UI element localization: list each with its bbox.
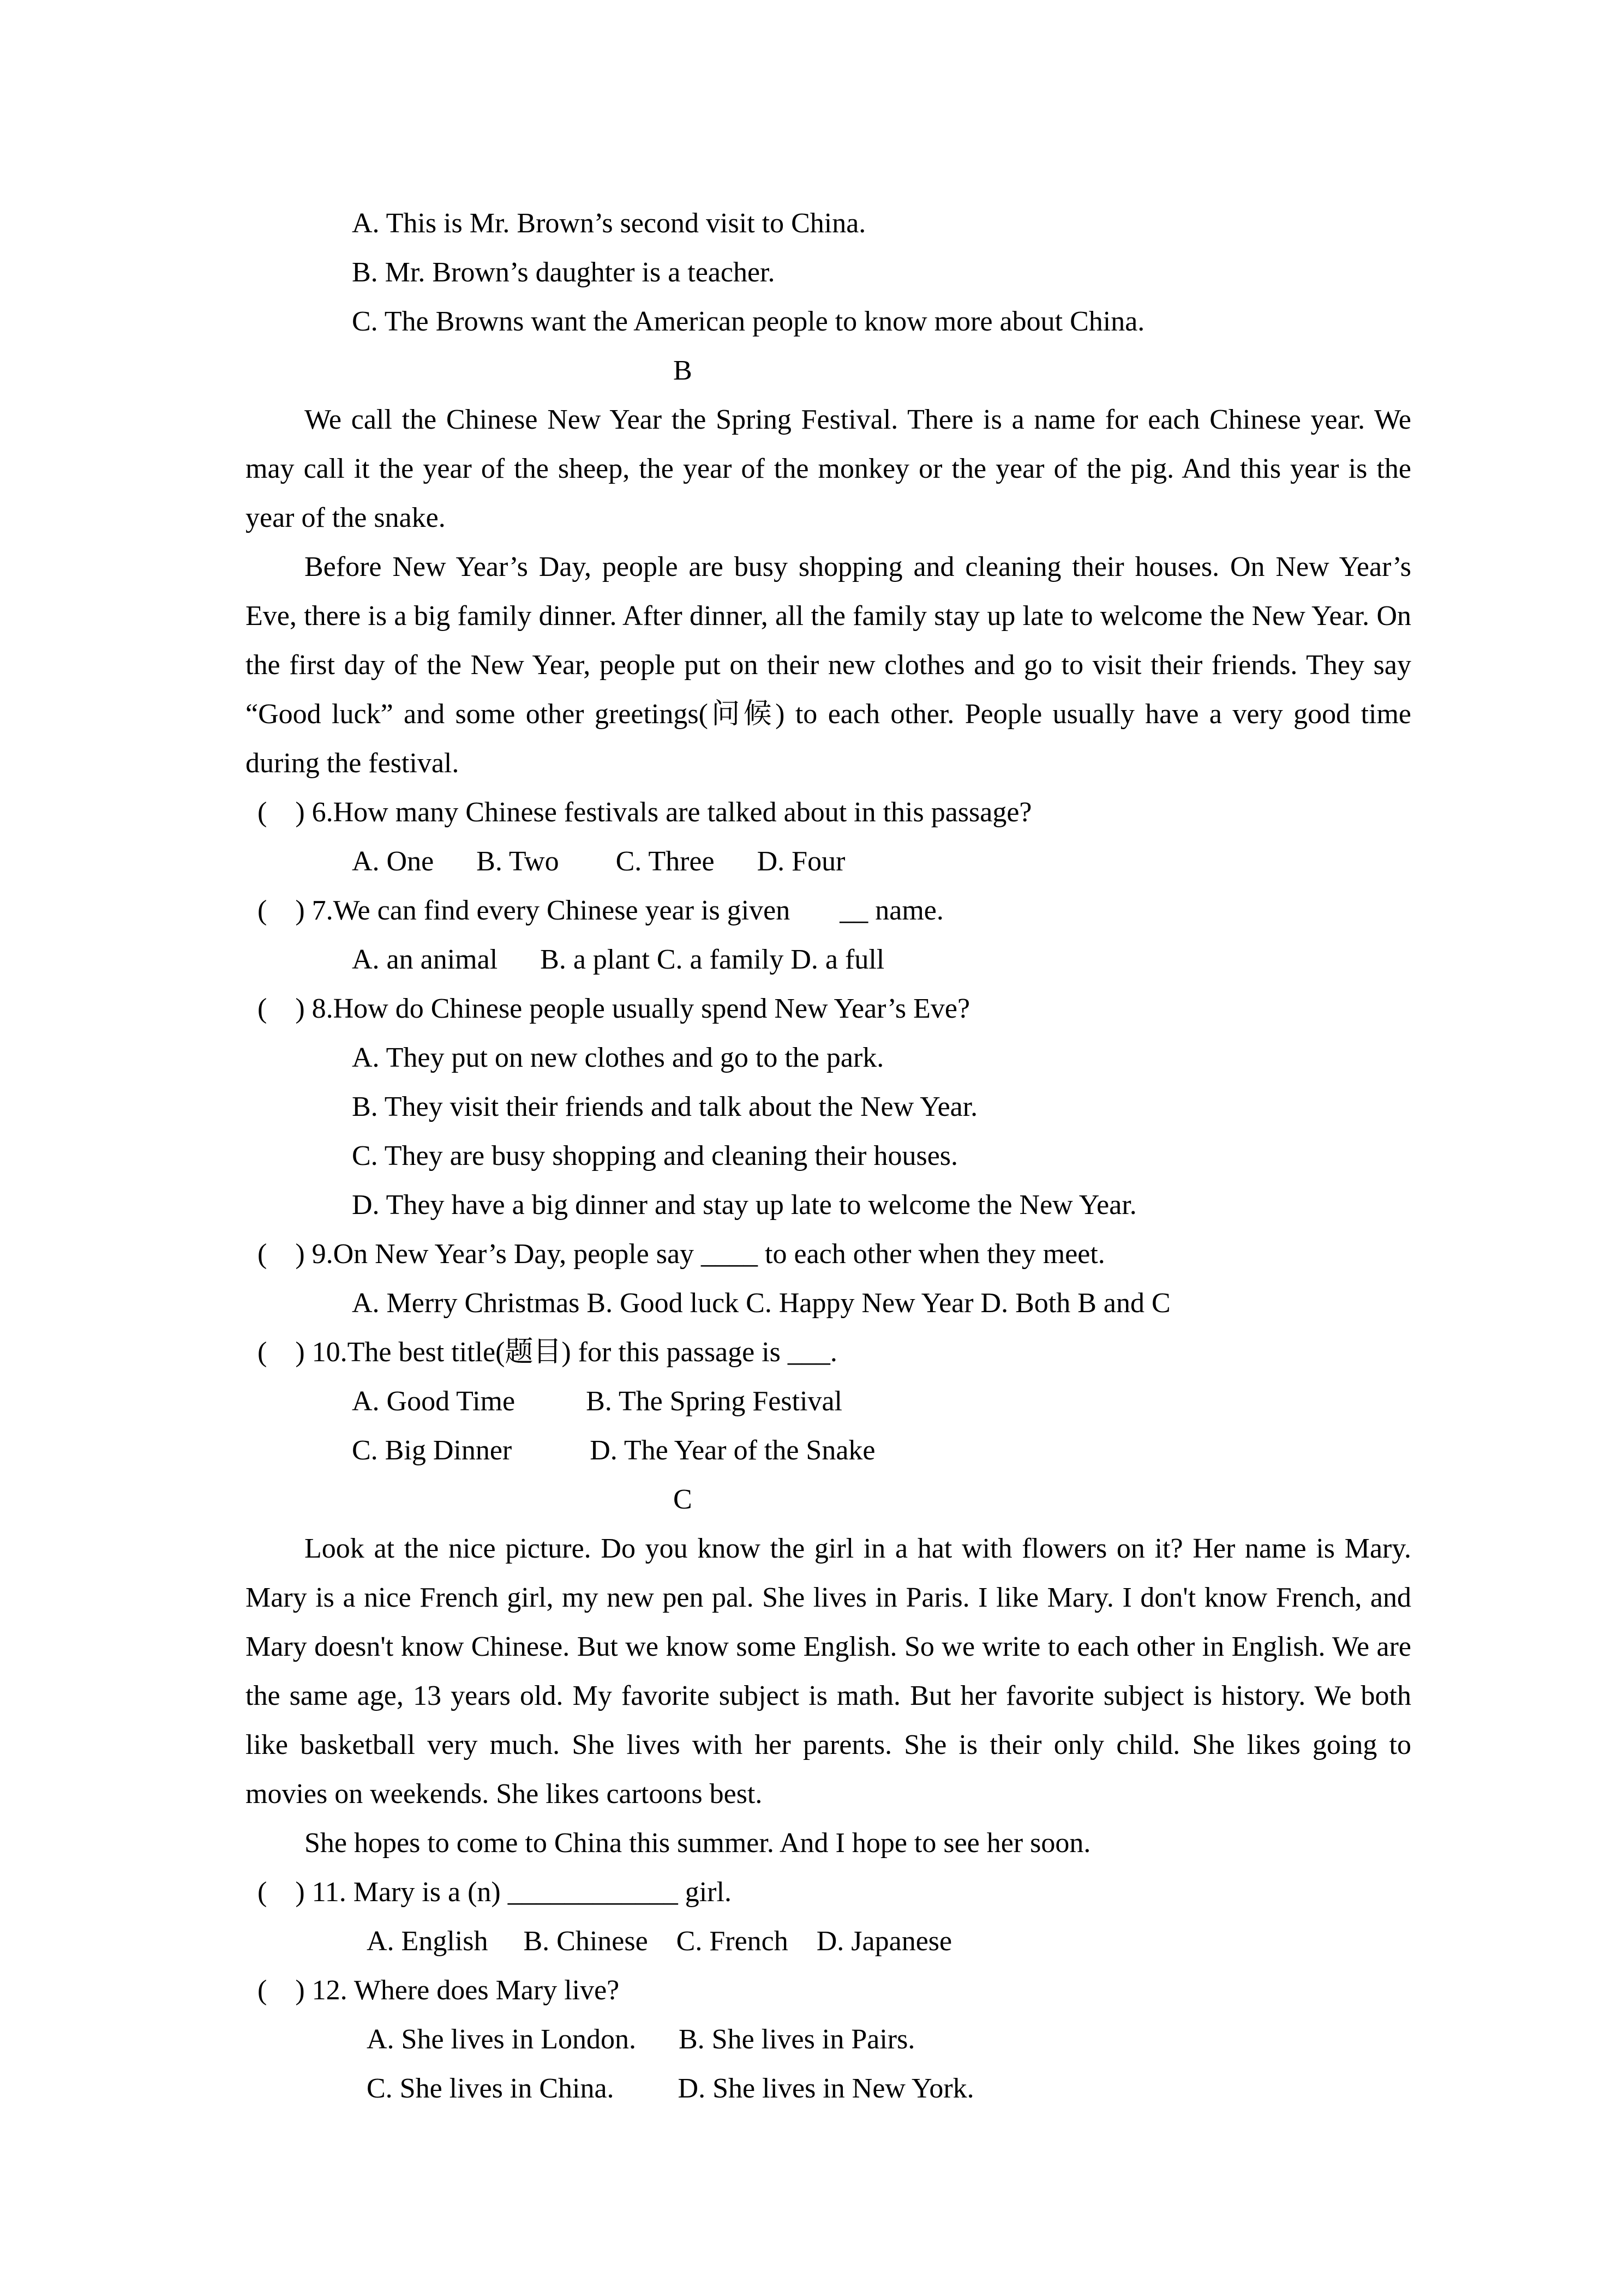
option-line: A. English B. Chinese C. French D. Japanese: [367, 1926, 952, 1957]
option-line: D. They have a big dinner and stay up late to welcome the New Year.: [352, 1189, 1137, 1221]
option-line: A. This is Mr. Brown’s second visit to China.: [352, 208, 866, 239]
question-stem: ( ) 12. Where does Mary live?: [257, 1975, 620, 2006]
question-stem: ( ) 7.We can find every Chinese year is given __ name.: [257, 895, 944, 926]
passage-paragraph: We call the Chinese New Year the Spring Festival. There is a name for each Chinese year. We may call it the year of the sheep, the year of the monkey or the year of the pig. And this year is the year of the snake.: [245, 404, 1411, 533]
section-header-b: B: [673, 355, 692, 386]
option-line: A. One B. Two C. Three D. Four: [352, 846, 846, 877]
section-header-c: C: [673, 1484, 692, 1515]
question-stem: ( ) 6.How many Chinese festivals are talked about in this passage?: [257, 797, 1032, 828]
option-line: A. Merry Christmas B. Good luck C. Happy New Year D. Both B and C: [352, 1288, 1171, 1319]
option-line: C. Big Dinner D. The Year of the Snake: [352, 1435, 876, 1466]
question-stem: ( ) 10.The best title(题目) for this passage is ___.: [257, 1337, 837, 1368]
option-line: A. an animal B. a plant C. a family D. a full: [352, 944, 885, 975]
option-line: A. Good Time B. The Spring Festival: [352, 1386, 843, 1417]
option-line: A. They put on new clothes and go to the park.: [352, 1042, 884, 1073]
option-line: A. She lives in London. B. She lives in Pairs.: [367, 2024, 915, 2055]
option-line: C. She lives in China. D. She lives in New York.: [367, 2073, 974, 2104]
question-stem: ( ) 8.How do Chinese people usually spend New Year’s Eve?: [257, 993, 970, 1024]
question-stem: ( ) 11. Mary is a (n) ____________ girl.: [257, 1877, 732, 1908]
option-line: C. They are busy shopping and cleaning their houses.: [352, 1140, 958, 1171]
passage-paragraph: She hopes to come to China this summer. And I hope to see her soon.: [304, 1828, 1091, 1859]
passage-paragraph: Look at the nice picture. Do you know the girl in a hat with flowers on it? Her name is Mary. Mary is a nice French girl, my new pen pal. She lives in Paris. I like Mary. I don't know French, and Mary doesn't know Chinese. But we know some English. So we write to each other in English. We are the same age, 13 years old. My favorite subject is math. But her favorite subject is history. We both like basketball very much. She lives with her parents. She is their only child. She likes going to movies on weekends. She likes cartoons best.: [245, 1533, 1411, 1810]
passage-paragraph: Before New Year’s Day, people are busy shopping and cleaning their houses. On New Year’s Eve, there is a big family dinner. After dinner, all the family stay up late to welcome the New Year. On the first day of the New Year, people put on their new clothes and go to visit their friends. They say “Good luck” and some other greetings(问候) to each other. People usually have a very good time during the festival.: [245, 551, 1411, 779]
option-line: C. The Browns want the American people to know more about China.: [352, 306, 1145, 337]
option-line: B. Mr. Brown’s daughter is a teacher.: [352, 257, 775, 288]
option-line: B. They visit their friends and talk about the New Year.: [352, 1091, 978, 1122]
question-stem: ( ) 9.On New Year’s Day, people say ____ to each other when they meet.: [257, 1239, 1105, 1270]
